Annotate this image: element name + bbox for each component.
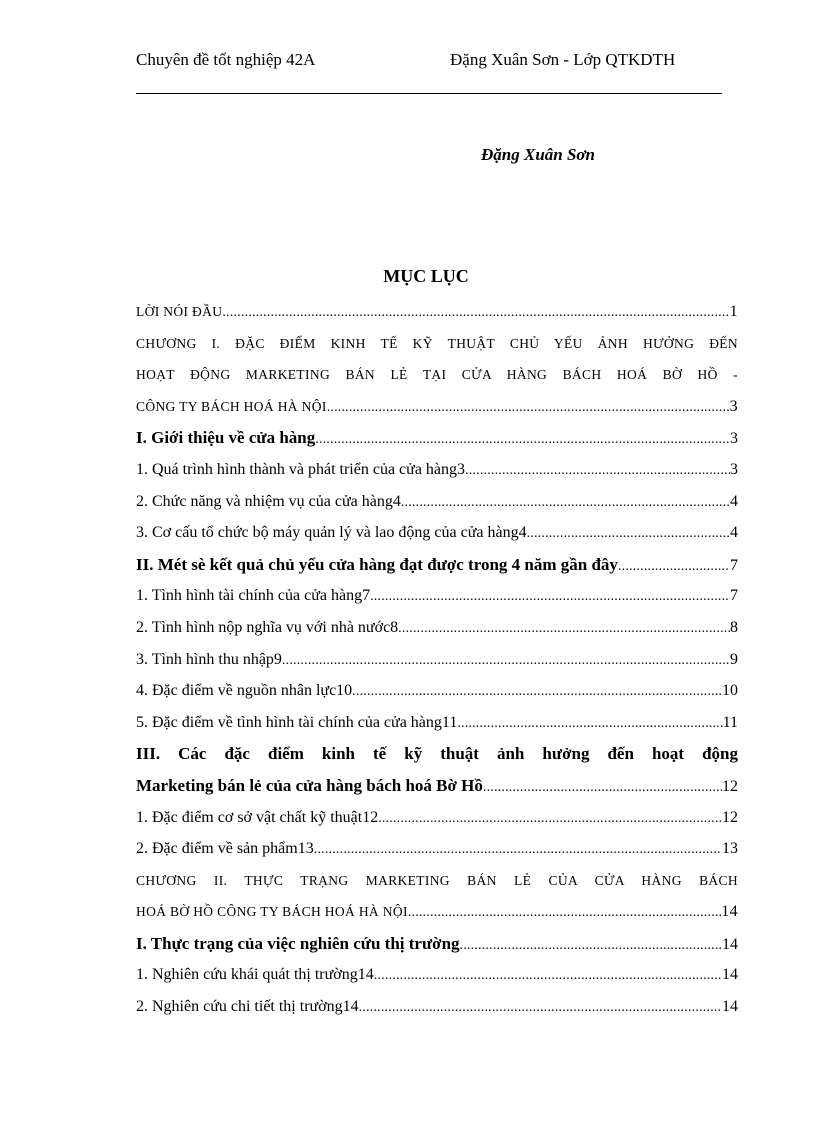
toc-entry <box>136 770 738 802</box>
toc-entry-text: CHƯƠNG I. ĐẶC ĐIỂM KINH TẾ KỸ THUẬT CHỦ YẾU ẢNH HƯỞNG ĐẾN <box>136 335 738 351</box>
toc-entry-text: III. Các đặc điểm kinh tế kỹ thuật ảnh hưởng đến hoạt động <box>136 744 738 764</box>
toc-entry-page: 3 <box>730 430 738 448</box>
toc-entry-page: 9 <box>730 650 738 668</box>
toc-entry-text: 3. Cơ cấu tổ chức bộ máy quản lý và lao động của cửa hàng4 <box>136 524 527 542</box>
toc-entry-text: 1. Tình hình tài chính của cửa hàng7 <box>136 587 371 605</box>
toc-entry <box>136 833 738 865</box>
toc-entry-page: 14 <box>722 935 738 953</box>
toc-entry <box>136 296 738 328</box>
toc-leader <box>483 772 722 804</box>
toc-entry <box>136 707 738 739</box>
toc-entry <box>136 991 738 1023</box>
toc-entry-text: HOẠT ĐỘNG MARKETING BÁN LẺ TẠI CỬA HÀNG BÁCH HOÁ BỜ HỒ - <box>136 367 738 383</box>
header-left-text: Chuyên đề tốt nghiệp 42A <box>136 50 316 69</box>
toc-entry <box>136 896 738 928</box>
header-right-text: Đặng Xuân Sơn - Lớp QTKDTH <box>450 50 676 69</box>
toc-leader <box>370 581 730 613</box>
toc-entry <box>136 328 738 360</box>
toc-entry-page: 3 <box>730 460 738 478</box>
toc-entry-page: 3 <box>729 397 738 415</box>
toc-entry-text: 1. Nghiên cứu khái quát thị trường14 <box>136 966 374 984</box>
author-name: Đặng Xuân Sơn <box>481 145 596 164</box>
toc-entry <box>136 675 738 707</box>
toc-entry <box>136 580 738 612</box>
toc-entry-text: 3. Tình hình thu nhập9 <box>136 650 282 668</box>
toc-entry-page: 4 <box>730 492 738 510</box>
toc-entry-page: 14 <box>722 966 738 984</box>
toc-entry-page: 12 <box>722 808 738 826</box>
toc-leader <box>282 645 730 677</box>
toc-entry-page: 14 <box>721 903 738 921</box>
toc-entry-page: 7 <box>730 587 738 605</box>
table-of-contents <box>136 296 738 1023</box>
toc-leader <box>408 897 721 929</box>
toc-entry-text: LỜI NÓI ĐẦU <box>136 304 223 319</box>
toc-leader <box>465 455 730 487</box>
toc-entry <box>136 549 738 581</box>
toc-entry-page: 12 <box>722 777 738 795</box>
toc-entry-text: 2. Nghiên cứu chi tiết thị trường14 <box>136 998 359 1016</box>
toc-leader <box>618 551 730 583</box>
toc-entry-text: 1. Đặc điểm cơ sở vật chất kỹ thuật12 <box>136 808 379 826</box>
toc-entry <box>136 454 738 486</box>
toc-leader <box>398 613 730 645</box>
page-header <box>136 49 722 94</box>
toc-entry-text: CHƯƠNG II. THỰC TRẠNG MARKETING BÁN LẺ CỦA CỬA HÀNG BÁCH <box>136 872 738 888</box>
toc-entry <box>136 359 738 391</box>
toc-leader <box>401 487 730 519</box>
toc-entry <box>136 517 738 549</box>
toc-leader <box>527 518 730 550</box>
toc-entry <box>136 802 738 834</box>
toc-entry-text: 1. Quá trình hình thành và phát triển của cửa hàng3 <box>136 460 466 478</box>
toc-entry-text: 2. Tình hình nộp nghĩa vụ với nhà nước8 <box>136 618 399 636</box>
toc-entry-text: II. Mét sè kết quả chủ yếu cửa hàng đạt được trong 4 năm gần đây <box>136 554 618 574</box>
toc-entry <box>136 422 738 454</box>
toc-entry <box>136 612 738 644</box>
toc-entry-text: I. Giới thiệu về cửa hàng <box>136 428 316 448</box>
toc-entry-text: 4. Đặc điểm về nguồn nhân lực10 <box>136 682 353 700</box>
toc-leader <box>378 803 722 835</box>
toc-entry-text: I. Thực trạng của việc nghiên cứu thị trường <box>136 933 460 953</box>
toc-entry <box>136 865 738 897</box>
toc-leader <box>359 992 722 1024</box>
toc-title: MỤC LỤC <box>383 266 469 286</box>
toc-leader <box>460 930 722 962</box>
toc-entry <box>136 959 738 991</box>
toc-entry-text: 2. Đặc điểm về sản phẩm13 <box>136 840 314 858</box>
toc-leader <box>327 392 730 424</box>
toc-entry-page: 4 <box>730 524 738 542</box>
toc-entry-text: 2. Chức năng và nhiệm vụ của cửa hàng4 <box>136 492 401 510</box>
toc-leader <box>222 297 729 329</box>
toc-entry-page: 1 <box>729 303 738 320</box>
toc-entry-page: 14 <box>722 998 738 1016</box>
toc-entry-page: 10 <box>722 682 738 700</box>
toc-leader <box>352 676 722 708</box>
toc-entry <box>136 738 738 770</box>
toc-entry <box>136 928 738 960</box>
toc-entry-page: 8 <box>730 618 738 636</box>
toc-entry-text: CÔNG TY BÁCH HOÁ HÀ NỘI <box>136 398 327 414</box>
toc-entry-text: Marketing bán lẻ của cửa hàng bách hoá Bờ Hồ <box>136 775 483 795</box>
toc-leader <box>457 708 722 740</box>
toc-leader <box>315 424 730 456</box>
toc-entry <box>136 644 738 676</box>
toc-entry-text: 5. Đặc điểm về tình hình tài chính của cửa hàng11 <box>136 713 458 731</box>
toc-leader <box>374 960 722 992</box>
toc-leader <box>314 834 722 866</box>
toc-entry-page: 7 <box>730 556 738 574</box>
toc-entry-text: HOÁ BỜ HỒ CÔNG TY BÁCH HOÁ HÀ NỘI <box>136 904 408 920</box>
toc-entry-page: 11 <box>722 713 738 731</box>
toc-entry <box>136 391 738 423</box>
toc-entry <box>136 486 738 518</box>
toc-entry-page: 13 <box>722 840 738 858</box>
